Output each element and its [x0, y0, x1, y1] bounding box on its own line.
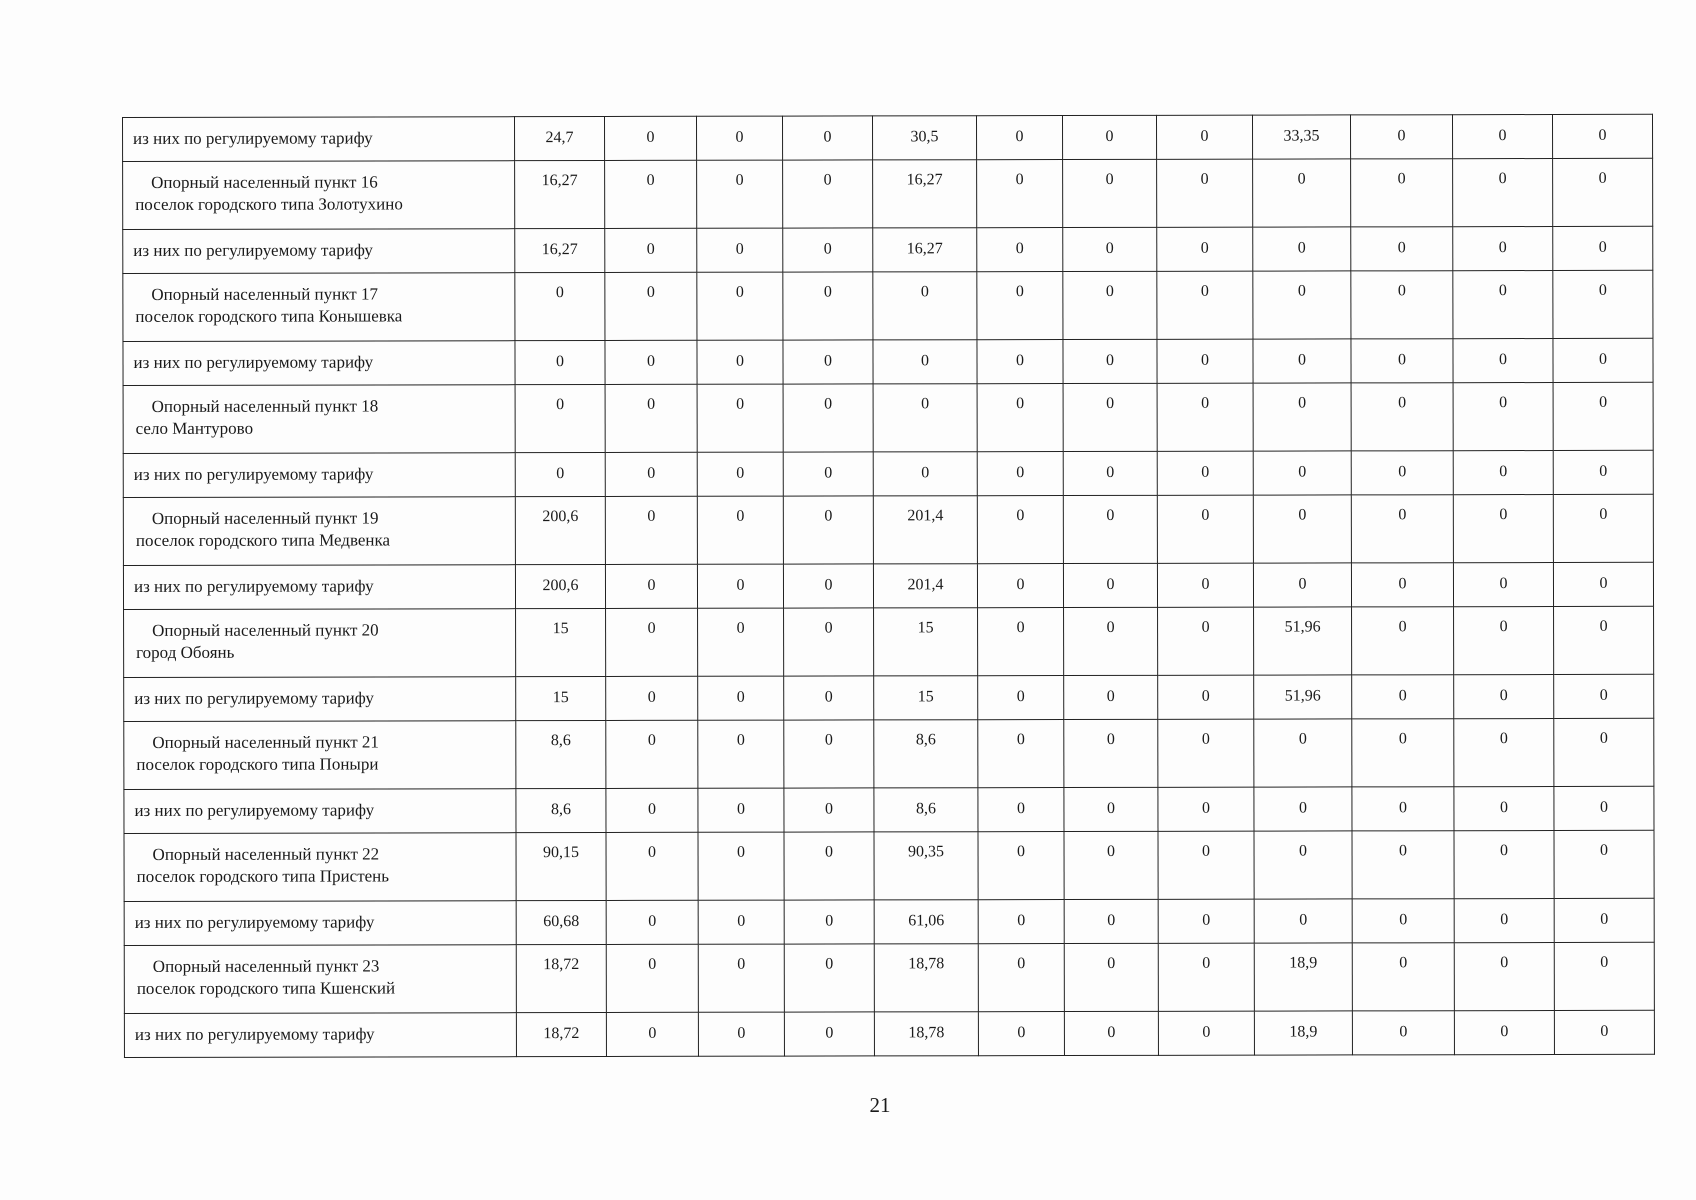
value-cell: 0 — [977, 452, 1063, 496]
row-label-line-2: село Мантурово — [135, 418, 254, 438]
table-row-regulated — [124, 898, 1654, 945]
value-cell: 0 — [1254, 831, 1352, 899]
row-label-line-1: Опорный населенный пункт 16 — [151, 172, 378, 192]
table-row-settlement — [123, 158, 1653, 229]
row-label-line-1: из них по регулируемому тарифу — [134, 800, 375, 820]
value-cell: 0 — [697, 496, 783, 564]
value-cell: 0 — [605, 272, 697, 340]
table-row-regulated — [123, 338, 1653, 385]
value-cell: 0 — [1454, 607, 1554, 675]
value-cell: 0 — [1064, 943, 1158, 1011]
table-row-settlement — [123, 382, 1653, 453]
value-cell: 0 — [1554, 1010, 1654, 1054]
value-cell: 0 — [515, 452, 605, 496]
value-cell: 0 — [977, 496, 1063, 564]
table-row-regulated — [123, 562, 1653, 609]
value-cell: 0 — [978, 900, 1064, 944]
value-cell: 0 — [1063, 383, 1157, 451]
row-label-line-1: Опорный населенный пункт 18 — [151, 396, 379, 416]
value-cell: 0 — [698, 900, 784, 944]
value-cell: 61,06 — [874, 900, 978, 944]
value-cell: 0 — [698, 944, 784, 1012]
value-cell: 90,35 — [874, 832, 978, 900]
table-row-settlement — [124, 606, 1654, 677]
value-cell: 0 — [697, 384, 783, 452]
row-label-cell — [123, 273, 515, 342]
value-cell: 0 — [515, 384, 605, 452]
value-cell: 0 — [1553, 562, 1653, 606]
row-label-line-1: Опорный населенный пункт 23 — [152, 956, 380, 976]
value-cell: 0 — [605, 228, 697, 272]
value-cell: 0 — [1351, 451, 1453, 495]
row-label-line-1: из них по регулируемому тарифу — [133, 240, 373, 260]
value-cell: 0 — [697, 340, 783, 384]
table-row-settlement — [124, 942, 1654, 1013]
value-cell: 15 — [874, 676, 978, 720]
value-cell: 0 — [1063, 563, 1157, 607]
value-cell: 0 — [1454, 675, 1554, 719]
row-label-line-1: Опорный населенный пункт 20 — [152, 620, 379, 640]
value-cell: 0 — [1553, 158, 1653, 226]
table-row-regulated — [123, 226, 1653, 273]
value-cell: 0 — [1552, 114, 1652, 158]
value-cell: 0 — [1554, 942, 1654, 1010]
value-cell: 0 — [606, 832, 698, 900]
row-label-cell — [124, 833, 516, 902]
row-label-cell — [124, 677, 516, 722]
value-cell: 0 — [1063, 495, 1157, 563]
value-cell: 0 — [1352, 943, 1454, 1011]
value-cell: 0 — [1253, 495, 1351, 563]
value-cell: 0 — [1157, 451, 1253, 495]
value-cell: 0 — [1352, 719, 1454, 787]
value-cell: 0 — [1454, 943, 1554, 1011]
value-cell: 0 — [1064, 787, 1158, 831]
value-cell: 0 — [1158, 607, 1254, 675]
value-cell: 0 — [605, 340, 697, 384]
value-cell: 0 — [1454, 831, 1554, 899]
row-label-cell — [123, 229, 515, 274]
row-label-line-2: поселок городского типа Поныри — [136, 754, 379, 774]
value-cell: 0 — [1156, 115, 1252, 159]
value-cell: 30,5 — [872, 116, 976, 160]
row-label-line-2: поселок городского типа Пристень — [136, 866, 390, 886]
value-cell: 200,6 — [515, 564, 605, 608]
value-cell: 0 — [977, 564, 1063, 608]
value-cell: 0 — [606, 788, 698, 832]
value-cell: 0 — [1553, 338, 1653, 382]
row-label-cell — [124, 721, 516, 790]
value-cell: 0 — [698, 1012, 784, 1056]
value-cell: 0 — [783, 228, 873, 272]
value-cell: 0 — [1453, 451, 1553, 495]
value-cell: 0 — [977, 272, 1063, 340]
value-cell: 0 — [783, 564, 873, 608]
value-cell: 0 — [1554, 898, 1654, 942]
row-label-line-1: Опорный населенный пункт 19 — [151, 508, 379, 528]
value-cell: 0 — [1157, 563, 1253, 607]
value-cell: 0 — [606, 720, 698, 788]
row-label-cell — [123, 497, 515, 566]
value-cell: 0 — [698, 720, 784, 788]
value-cell: 0 — [606, 1012, 698, 1056]
value-cell: 0 — [1064, 719, 1158, 787]
row-label-line-1: из них по регулируемому тарифу — [133, 464, 374, 484]
value-cell: 0 — [1063, 271, 1157, 339]
value-cell: 0 — [1062, 115, 1156, 159]
value-cell: 0 — [1554, 718, 1654, 786]
value-cell: 0 — [1350, 115, 1452, 159]
value-cell: 0 — [605, 116, 697, 160]
value-cell: 0 — [1554, 606, 1654, 674]
value-cell: 0 — [1351, 227, 1453, 271]
value-cell: 0 — [1553, 494, 1653, 562]
value-cell: 0 — [1158, 719, 1254, 787]
row-label-cell — [123, 385, 515, 454]
row-label-line-1: Опорный населенный пункт 21 — [152, 732, 379, 752]
value-cell: 0 — [1253, 451, 1351, 495]
value-cell: 0 — [697, 160, 783, 228]
value-cell: 0 — [1454, 719, 1554, 787]
value-cell: 0 — [606, 676, 698, 720]
value-cell: 0 — [698, 608, 784, 676]
value-cell: 24,7 — [515, 116, 605, 160]
value-cell: 16,27 — [873, 228, 977, 272]
value-cell: 0 — [977, 340, 1063, 384]
row-label-cell — [123, 117, 515, 162]
value-cell: 0 — [978, 832, 1064, 900]
value-cell: 0 — [977, 228, 1063, 272]
value-cell: 201,4 — [873, 496, 977, 564]
value-cell: 0 — [605, 160, 697, 228]
value-cell: 0 — [1553, 270, 1653, 338]
value-cell: 0 — [1063, 159, 1157, 227]
value-cell: 18,9 — [1254, 943, 1352, 1011]
value-cell: 8,6 — [874, 788, 978, 832]
value-cell: 0 — [1351, 383, 1453, 451]
value-cell: 0 — [1064, 831, 1158, 899]
value-cell: 0 — [1351, 339, 1453, 383]
value-cell: 0 — [784, 608, 874, 676]
value-cell: 0 — [1064, 607, 1158, 675]
value-cell: 0 — [1453, 159, 1553, 227]
value-cell: 0 — [1554, 786, 1654, 830]
value-cell: 0 — [978, 608, 1064, 676]
value-cell: 0 — [976, 116, 1062, 160]
value-cell: 0 — [606, 608, 698, 676]
value-cell: 0 — [1157, 383, 1253, 451]
table-row-settlement — [124, 718, 1654, 789]
value-cell: 0 — [978, 720, 1064, 788]
value-cell: 0 — [605, 564, 697, 608]
value-cell: 0 — [1453, 495, 1553, 563]
value-cell: 0 — [978, 1012, 1064, 1056]
value-cell: 0 — [605, 496, 697, 564]
value-cell: 0 — [1352, 831, 1454, 899]
value-cell: 0 — [1253, 159, 1351, 227]
value-cell: 33,35 — [1252, 115, 1350, 159]
value-cell: 0 — [1064, 1011, 1158, 1055]
value-cell: 0 — [784, 788, 874, 832]
value-cell: 15 — [874, 608, 978, 676]
row-label-line-1: Опорный населенный пункт 22 — [152, 844, 380, 864]
value-cell: 0 — [1158, 787, 1254, 831]
row-label-line-1: из них по регулируемому тарифу — [134, 688, 374, 708]
value-cell: 0 — [697, 272, 783, 340]
value-cell: 0 — [696, 116, 782, 160]
table-row-regulated — [123, 450, 1653, 497]
value-cell: 0 — [978, 944, 1064, 1012]
table-row-regulated — [124, 1010, 1654, 1057]
value-cell: 0 — [1253, 339, 1351, 383]
value-cell: 18,78 — [874, 944, 978, 1012]
value-cell: 0 — [1351, 271, 1453, 339]
value-cell: 0 — [1454, 899, 1554, 943]
table-row-regulated — [123, 114, 1653, 161]
row-label-line-2: поселок городского типа Кшенский — [136, 978, 396, 998]
value-cell: 0 — [1351, 159, 1453, 227]
value-cell: 0 — [1157, 271, 1253, 339]
value-cell: 16,27 — [873, 160, 977, 228]
value-cell: 0 — [1157, 339, 1253, 383]
value-cell: 0 — [784, 676, 874, 720]
value-cell: 0 — [1063, 451, 1157, 495]
value-cell: 0 — [1351, 563, 1453, 607]
value-cell: 0 — [977, 160, 1063, 228]
value-cell: 0 — [1063, 339, 1157, 383]
value-cell: 0 — [784, 832, 874, 900]
value-cell: 0 — [1352, 675, 1454, 719]
value-cell: 8,6 — [516, 788, 606, 832]
row-label-line-1: из них по регулируемому тарифу — [133, 576, 374, 596]
row-label-line-1: из них по регулируемому тарифу — [133, 128, 373, 148]
value-cell: 0 — [1453, 383, 1553, 451]
value-cell: 0 — [783, 340, 873, 384]
row-label-line-1: из них по регулируемому тарифу — [134, 912, 375, 932]
row-label-cell — [123, 453, 515, 498]
value-cell: 0 — [515, 272, 605, 340]
value-cell: 0 — [784, 944, 874, 1012]
row-label-cell — [124, 609, 516, 678]
value-cell: 0 — [1157, 495, 1253, 563]
value-cell: 0 — [1063, 227, 1157, 271]
value-cell: 0 — [1352, 607, 1454, 675]
value-cell: 0 — [978, 788, 1064, 832]
value-cell: 0 — [1453, 227, 1553, 271]
value-cell: 0 — [697, 564, 783, 608]
table-row-regulated — [124, 786, 1654, 833]
value-cell: 200,6 — [515, 496, 605, 564]
value-cell: 0 — [606, 944, 698, 1012]
tariff-table — [122, 114, 1655, 1058]
value-cell: 0 — [1157, 159, 1253, 227]
value-cell: 51,96 — [1254, 607, 1352, 675]
row-label-line-2: поселок городского типа Золотухино — [135, 194, 403, 214]
row-label-line-1: Опорный населенный пункт 17 — [151, 284, 378, 304]
value-cell: 0 — [1454, 1011, 1554, 1055]
value-cell: 0 — [605, 384, 697, 452]
value-cell: 0 — [784, 1012, 874, 1056]
value-cell: 0 — [783, 272, 873, 340]
value-cell: 0 — [1064, 899, 1158, 943]
value-cell: 0 — [1254, 899, 1352, 943]
value-cell: 0 — [1064, 675, 1158, 719]
value-cell: 0 — [1158, 1011, 1254, 1055]
value-cell: 60,68 — [516, 900, 606, 944]
value-cell: 0 — [1254, 719, 1352, 787]
value-cell: 0 — [1453, 271, 1553, 339]
value-cell: 16,27 — [515, 160, 605, 228]
row-label-line-2: город Обоянь — [136, 642, 235, 662]
value-cell: 18,72 — [516, 944, 606, 1012]
value-cell: 0 — [1158, 899, 1254, 943]
value-cell: 15 — [516, 608, 606, 676]
value-cell: 0 — [698, 832, 784, 900]
value-cell: 0 — [1157, 227, 1253, 271]
value-cell: 0 — [977, 384, 1063, 452]
row-label-line-1: из них по регулируемому тарифу — [134, 1024, 375, 1044]
value-cell: 0 — [784, 720, 874, 788]
value-cell: 0 — [1352, 1011, 1454, 1055]
value-cell: 0 — [873, 452, 977, 496]
value-cell: 0 — [783, 452, 873, 496]
row-label-cell — [124, 901, 516, 946]
value-cell: 0 — [873, 272, 977, 340]
value-cell: 0 — [1553, 226, 1653, 270]
row-label-line-2: поселок городского типа Медвенка — [135, 530, 391, 550]
page-number: 21 — [869, 1093, 891, 1117]
row-label-line-1: из них по регулируемому тарифу — [133, 352, 374, 372]
value-cell: 201,4 — [873, 564, 977, 608]
value-cell: 0 — [1554, 830, 1654, 898]
value-cell: 0 — [978, 676, 1064, 720]
value-cell: 0 — [873, 384, 977, 452]
table-row-settlement — [123, 494, 1653, 565]
value-cell: 0 — [515, 340, 605, 384]
value-cell: 0 — [1454, 787, 1554, 831]
value-cell: 0 — [697, 452, 783, 496]
value-cell: 0 — [697, 228, 783, 272]
value-cell: 0 — [1158, 675, 1254, 719]
value-cell: 0 — [783, 384, 873, 452]
value-cell: 0 — [1352, 899, 1454, 943]
row-label-cell — [123, 161, 515, 230]
value-cell: 0 — [1253, 271, 1351, 339]
value-cell: 0 — [1553, 382, 1653, 450]
value-cell: 18,72 — [516, 1012, 606, 1056]
value-cell: 0 — [1158, 831, 1254, 899]
value-cell: 0 — [1352, 787, 1454, 831]
value-cell: 0 — [1554, 674, 1654, 718]
row-label-cell — [124, 789, 516, 834]
value-cell: 0 — [782, 116, 872, 160]
table-row-regulated — [124, 674, 1654, 721]
value-cell: 0 — [1253, 383, 1351, 451]
value-cell: 0 — [606, 900, 698, 944]
value-cell: 90,15 — [516, 832, 606, 900]
value-cell: 0 — [783, 160, 873, 228]
row-label-line-2: поселок городского типа Конышевка — [135, 306, 403, 326]
value-cell: 0 — [698, 676, 784, 720]
value-cell: 0 — [1254, 787, 1352, 831]
value-cell: 0 — [783, 496, 873, 564]
value-cell: 0 — [1158, 943, 1254, 1011]
value-cell: 0 — [784, 900, 874, 944]
table-row-settlement — [124, 830, 1654, 901]
value-cell: 0 — [1553, 450, 1653, 494]
table-body — [123, 114, 1655, 1057]
row-label-cell — [124, 1013, 516, 1058]
value-cell: 0 — [698, 788, 784, 832]
value-cell: 16,27 — [515, 228, 605, 272]
row-label-cell — [124, 945, 516, 1014]
value-cell: 0 — [1452, 115, 1552, 159]
value-cell: 18,78 — [874, 1012, 978, 1056]
value-cell: 51,96 — [1254, 675, 1352, 719]
value-cell: 0 — [605, 452, 697, 496]
value-cell: 0 — [873, 340, 977, 384]
table-row-settlement — [123, 270, 1653, 341]
value-cell: 18,9 — [1254, 1011, 1352, 1055]
value-cell: 8,6 — [874, 720, 978, 788]
value-cell: 0 — [1453, 339, 1553, 383]
row-label-cell — [123, 565, 515, 610]
row-label-cell — [123, 341, 515, 386]
value-cell: 8,6 — [516, 720, 606, 788]
value-cell: 0 — [1351, 495, 1453, 563]
value-cell: 0 — [1453, 563, 1553, 607]
value-cell: 15 — [516, 676, 606, 720]
value-cell: 0 — [1253, 227, 1351, 271]
value-cell: 0 — [1253, 563, 1351, 607]
